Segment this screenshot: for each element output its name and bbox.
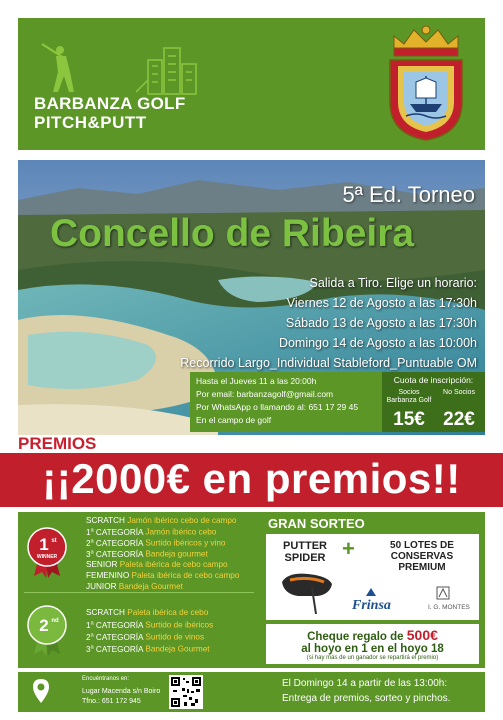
prize-list-panel [18, 512, 260, 668]
first-medal-suffix: st [51, 538, 57, 544]
schedule-line: Domingo 14 de Agosto a las 10:00h [278, 336, 477, 350]
fee-members [384, 389, 434, 431]
fee-non-members-price: 22€ [443, 409, 475, 430]
prize-banner [0, 453, 503, 507]
conservas-prize-label: 50 LOTES DE CONSERVAS PREMIUM [390, 540, 454, 573]
prize-first-senior: SENIOR Paleta ibérica de cebo campo [86, 560, 228, 569]
logo-subtitle: PITCH&PUTT [34, 113, 147, 132]
awards-footer [260, 672, 485, 712]
golfer-logo-icon [36, 42, 206, 97]
hero-section [18, 160, 485, 435]
second-medal-number: 2 [39, 616, 49, 635]
fee-members-label: Socios Barbanza Golf [386, 389, 432, 404]
prize-second-cat2: 2$^a$ CATEGORÍA Surtido de vinos [86, 632, 205, 642]
coat-of-arms-icon [380, 22, 472, 142]
schedule-line: Viernes 12 de Agosto a las 17:30h [286, 296, 477, 310]
prizes-label: PREMIOS [18, 434, 97, 453]
cheque-line2: al hoyo en 1 en el hoyo 18 [301, 643, 444, 655]
location-pin-icon [32, 678, 50, 704]
fee-non-members [434, 389, 484, 431]
registration-phone: Por WhatsApp o llamando al: 651 17 29 45 [196, 402, 359, 412]
awards-time: El Domingo 14 a partir de las 13:00h: [282, 678, 448, 689]
plus-sign: + [342, 536, 355, 561]
cheque-note: (si hay más de un ganador se repartirá el premio) [306, 655, 439, 661]
header [0, 0, 503, 160]
first-medal-label: WINNER [36, 554, 58, 560]
schedule-line: Sábado 13 de Agosto a las 17:30h [285, 316, 477, 330]
prize-second-cat3: 3$^a$ CATEGORÍA Bandeja Gourmet [86, 644, 210, 654]
prize-first-junior: JUNIOR Bandeja Gourmet [86, 582, 183, 591]
first-medal-number: 1 [39, 535, 49, 554]
fee-box [382, 372, 485, 432]
montes-logo-icon [436, 586, 450, 600]
putter-prize-label: PUTTER SPIDER [283, 540, 327, 564]
prize-first-scratch: SCRATCH Jamón ibérico cebo de campo [86, 516, 237, 525]
prize-banner-text: ¡¡2000€ en premios!! [42, 455, 461, 502]
prize-second-cat1: 1$^a$ CATEGORÍA Surtido de ibéricos [86, 620, 214, 630]
hole-in-one-box [266, 624, 479, 664]
schedule-line: Salida a Tiro. Elige un horario: [309, 276, 477, 290]
fee-non-members-label: No Socios [443, 389, 475, 396]
raffle-prizes-box [266, 534, 479, 620]
prize-first-cat2: 2$^a$ CATEGORÍA Surtido ibéricos y vino [86, 538, 226, 548]
qr-code-icon[interactable] [169, 675, 203, 709]
second-place-medal-icon [26, 604, 68, 656]
awards-description: Entrega de premios, sorteo y pinchos. [282, 693, 451, 704]
frinsa-logo-icon [364, 586, 378, 598]
registration-box [190, 372, 382, 432]
fee-title: Cuota de inscripción: [393, 375, 474, 385]
registration-inperson: En el campo de golf [196, 415, 272, 425]
prize-divider [24, 592, 254, 593]
raffle-title: GRAN SORTEO [268, 516, 365, 531]
registration-email: Por email: barbanzagolf@gmail.com [196, 389, 334, 399]
logo-title: BARBANZA GOLF [34, 94, 186, 113]
prize-second-scratch: SCRATCH Paleta ibérica de cebo [86, 608, 209, 617]
schedule-line: Recorrido Largo_Individual Stableford_Puntuable OM [180, 356, 477, 370]
cheque-line1: Cheque regalo de 500€ [307, 627, 438, 643]
second-medal-suffix: nd [51, 618, 59, 624]
location-address: Lugar Macenda s/n Boiro [82, 688, 161, 695]
raffle-panel [260, 512, 485, 668]
first-place-medal-icon [26, 526, 68, 578]
prize-first-cat3: 3$^a$ CATEGORÍA Bandeja gourmet [86, 549, 208, 559]
tournament-name: Concello de Ribeira [50, 212, 415, 255]
prize-first-cat1: 1$^a$ CATEGORÍA Jamón ibérico cebo [86, 527, 217, 537]
fee-members-price: 15€ [393, 409, 425, 430]
location-intro: Encuéntranos en: [82, 676, 130, 682]
brand-frinsa: Frinsa [352, 598, 391, 613]
brand-montes: I. G. MONTES [428, 604, 470, 611]
location-footer [18, 672, 260, 712]
tournament-edition: 5ª Ed. Torneo [342, 182, 475, 207]
putter-image-icon [278, 568, 338, 614]
location-phone: Tfno.: 651 172 945 [82, 698, 141, 705]
registration-deadline: Hasta el Jueves 11 a las 20:00h [196, 376, 317, 386]
prize-first-femenino: FEMENINO Paleta ibérica de cebo campo [86, 571, 240, 580]
